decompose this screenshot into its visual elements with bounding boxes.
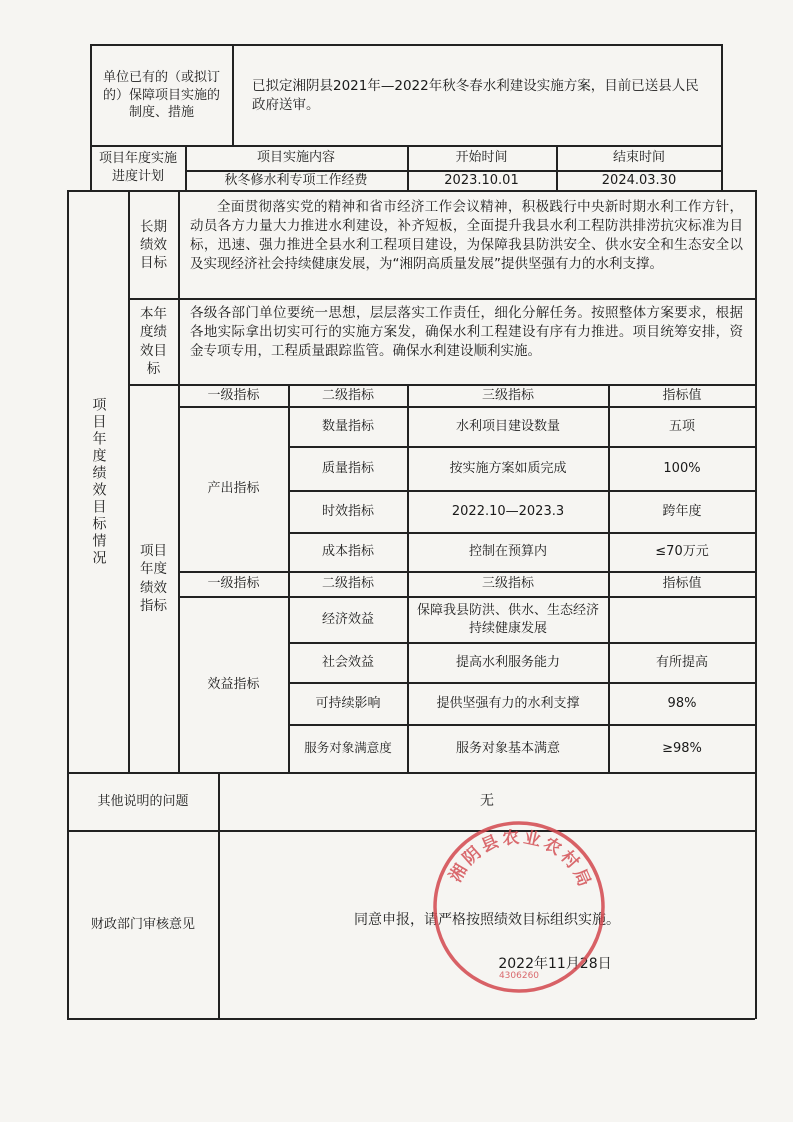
benefit-value: 98% (667, 695, 697, 711)
svg-text:湘阴县农业农村局 (445, 826, 595, 892)
header-level2: 二级指标 (321, 387, 374, 403)
header-level3: 三级指标 (481, 387, 534, 403)
benefit-indicator-label: 效益指标 (207, 676, 260, 692)
header-level1: 一级指标 (207, 576, 260, 592)
output-value: 五项 (668, 418, 695, 434)
indicators-label: 项目年度绩效指标 (140, 543, 167, 614)
header-level2: 二级指标 (321, 576, 374, 592)
benefit-level2: 服务对象满意度 (304, 740, 392, 756)
annual-goal-label: 本年度绩效目标 (140, 306, 167, 377)
output-level2: 数量指标 (321, 418, 374, 434)
header-level1: 一级指标 (207, 387, 260, 403)
output-value: ≤70万元 (655, 544, 709, 560)
header-value: 指标值 (662, 387, 702, 403)
benefit-level2: 社会效益 (321, 654, 374, 670)
output-value: 跨年度 (662, 503, 702, 519)
other-label: 其他说明的问题 (97, 793, 189, 809)
review-content: 同意申报，请严格按照绩效目标组织实施。 (354, 911, 620, 928)
review-label: 财政部门审核意见 (90, 916, 195, 932)
long-term-goal-text: 全面贯彻落实党的精神和省市经济工作会议精神，积极践行中央新时期水利工作方针，动员各方力量大力推进水利建设，补齐短板，全面提升我县水利工程防洪排涝抗灾标准为目标，迅速、强力推进全县水利工程项目建设，为保障我县防洪安全、供水安全和生态安全以及实现经济社会持续健康发展，为“湘阴高质量发展”提供坚强有力的水利支撑。 (190, 199, 743, 272)
benefit-level3: 提供坚强有力的水利支撑 (436, 695, 580, 711)
benefit-value: 有所提高 (655, 654, 708, 670)
benefit-value (610, 597, 754, 642)
output-level2: 时效指标 (321, 503, 374, 519)
review-date: 2022年11月28日 (498, 955, 612, 972)
schedule-start-date: 2023.10.01 (444, 172, 519, 188)
output-level2: 质量指标 (321, 460, 374, 476)
other-content: 无 (480, 793, 494, 810)
output-level2: 成本指标 (321, 544, 374, 560)
benefit-level3: 保障我县防洪、供水、生态经济持续健康发展 (417, 602, 600, 636)
measures-label: 单位已有的（或拟订的）保障项目实施的制度、措施 (102, 70, 220, 121)
benefit-level3: 服务对象基本满意 (455, 740, 560, 756)
output-indicator-label: 产出指标 (207, 481, 260, 497)
output-value: 100% (663, 460, 701, 476)
benefit-value: ≥98% (662, 740, 702, 756)
schedule-end-date: 2024.03.30 (601, 172, 677, 188)
schedule-label: 项目年度实施进度计划 (98, 151, 177, 184)
long-term-goal-label: 长期绩效目标 (140, 218, 167, 272)
benefit-level2: 经济效益 (321, 611, 374, 627)
schedule-header-end: 结束时间 (612, 150, 665, 166)
goals-section-label: 项目年度绩效目标情况 (90, 397, 107, 567)
schedule-header-content: 项目实施内容 (256, 150, 335, 166)
schedule-item: 秋冬修水利专项工作经费 (224, 172, 368, 188)
header-value: 指标值 (662, 576, 702, 592)
header-level3: 三级指标 (481, 576, 534, 592)
output-level3: 水利项目建设数量 (455, 418, 560, 434)
annual-goal-text: 各级各部门单位要统一思想，层层落实工作责任，细化分解任务。按照整体方案要求，根据各地实际拿出切实可行的实施方案发，确保水利工程建设有序有力推进。项目统筹安排，资金专项专用，工程质量跟踪监管。确保水利建设顺利实施。 (190, 305, 743, 359)
official-seal (430, 818, 608, 996)
output-level3: 按实施方案如质完成 (449, 460, 567, 476)
benefit-level2: 可持续影响 (315, 695, 381, 711)
benefit-level3: 提高水利服务能力 (455, 654, 560, 670)
measures-content: 已拟定湘阴县2021年—2022年秋冬春水利建设实施方案，目前已送县人民政府送审。 (252, 78, 699, 113)
output-level3: 控制在预算内 (468, 544, 547, 560)
output-level3: 2022.10—2023.3 (451, 503, 565, 519)
seal-code: 4306260 (498, 971, 540, 981)
schedule-header-start: 开始时间 (455, 150, 508, 166)
seal-text: 湘阴县农业农村局 (445, 827, 596, 893)
